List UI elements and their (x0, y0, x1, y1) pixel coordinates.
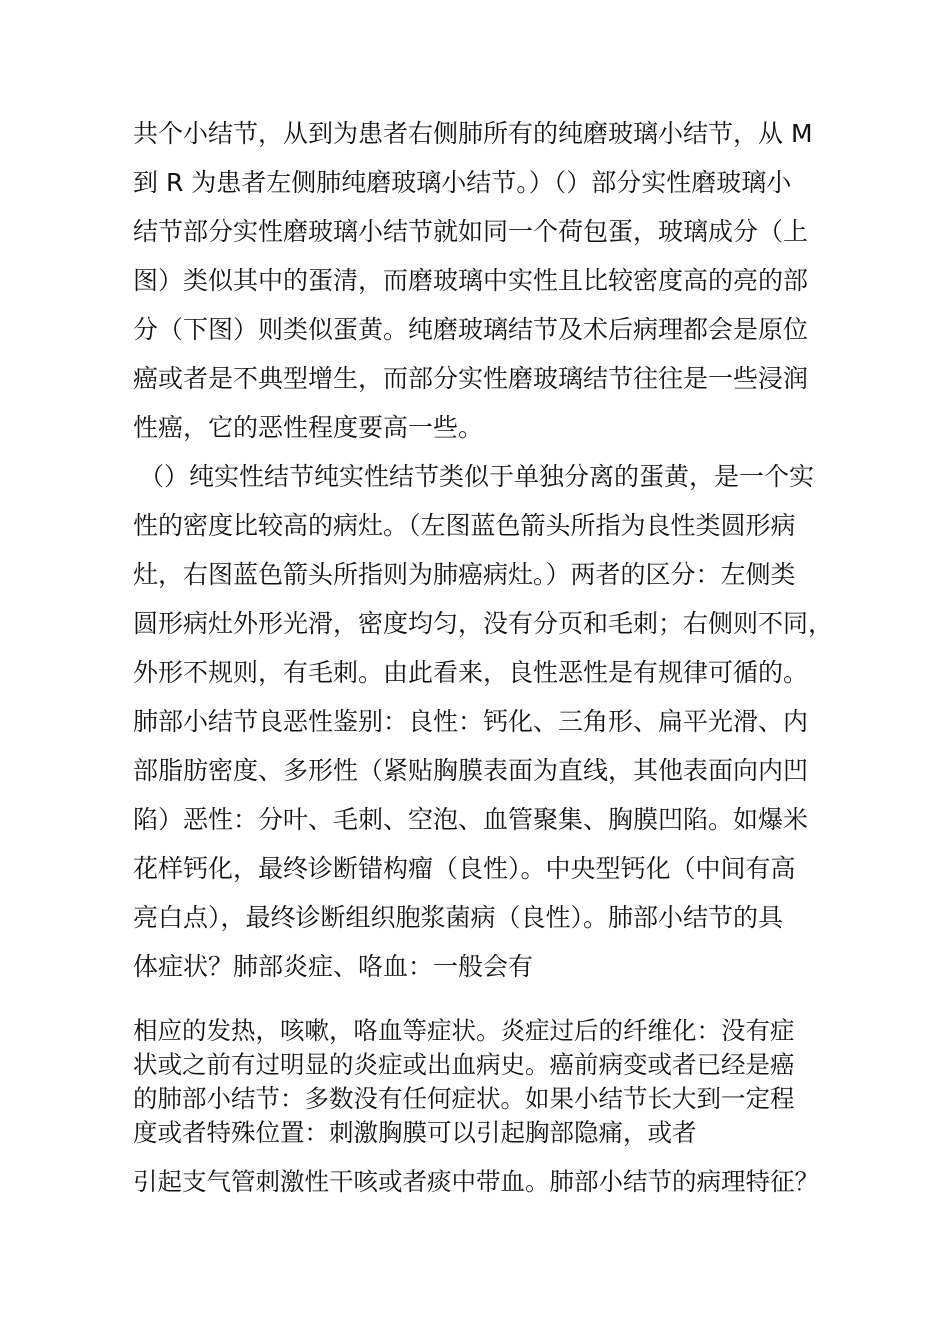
paragraph-line: 陷）恶性：分叶、毛刺、空泡、血管聚集、胸膜凹陷。如爆米 (133, 805, 809, 834)
paragraph-line: 亮白点），最终诊断组织胞浆菌病（良性）。肺部小结节的具 (133, 903, 784, 932)
paragraph-line: 癌或者是不典型增生，而部分实性磨玻璃结节往往是一些浸润 (133, 364, 809, 393)
paragraph-line: 分（下图）则类似蛋黄。纯磨玻璃结节及术后病理都会是原位 (133, 315, 809, 344)
paragraph-line: 外形不规则，有毛刺。由此看来，良性恶性是有规律可循的。 (133, 658, 809, 687)
paragraph-line: 图）类似其中的蛋清，而磨玻璃中实性且比较密度高的亮的部 (133, 266, 809, 295)
paragraph-line: 性的密度比较高的病灶。（左图蓝色箭头所指为良性类圆形病 (133, 511, 796, 540)
paragraph-line: 体症状？肺部炎症、咯血：一般会有 (133, 952, 534, 981)
paragraph-line: 圆形病灶外形光滑，密度均匀，没有分页和毛刺；右侧则不同， (133, 609, 834, 638)
paragraph-line: 引起支气管刺激性干咳或者痰中带血。肺部小结节的病理特征？ (133, 1167, 819, 1196)
paragraph-line: 结节部分实性磨玻璃小结节就如同一个荷包蛋，玻璃成分（上 (133, 217, 809, 246)
paragraph-line: 相应的发热，咳嗽，咯血等症状。炎症过后的纤维化：没有症 (133, 1016, 795, 1045)
paragraph-line: 部脂肪密度、多形性（紧贴胸膜表面为直线，其他表面向内凹 (133, 756, 809, 785)
paragraph-line: 的肺部小结节：多数没有任何症状。如果小结节长大到一定程 (133, 1084, 795, 1113)
paragraph-line: 度或者特殊位置：刺激胸膜可以引起胸部隐痛，或者 (133, 1118, 697, 1147)
paragraph-line: 性癌，它的恶性程度要高一些。 (133, 413, 484, 442)
paragraph-line: 状或之前有过明显的炎症或出血病史。癌前病变或者已经是癌 (133, 1050, 795, 1079)
paragraph-line: 肺部小结节良恶性鉴别：良性：钙化、三角形、扁平光滑、内 (133, 707, 809, 736)
paragraph-line: （）纯实性结节纯实性结节类似于单独分离的蛋黄，是一个实 (139, 462, 815, 491)
paragraph-line: 花样钙化，最终诊断错构瘤（良性）。中央型钙化（中间有高 (133, 854, 796, 883)
paragraph-line: 到 R 为患者左侧肺纯磨玻璃小结节。）（）部分实性磨玻璃小 (133, 168, 792, 197)
paragraph-line: 共个小结节，从到为患者右侧肺所有的纯磨玻璃小结节，从 M (133, 119, 813, 148)
paragraph-line: 灶，右图蓝色箭头所指则为肺癌病灶。）两者的区分：左侧类 (133, 560, 796, 589)
